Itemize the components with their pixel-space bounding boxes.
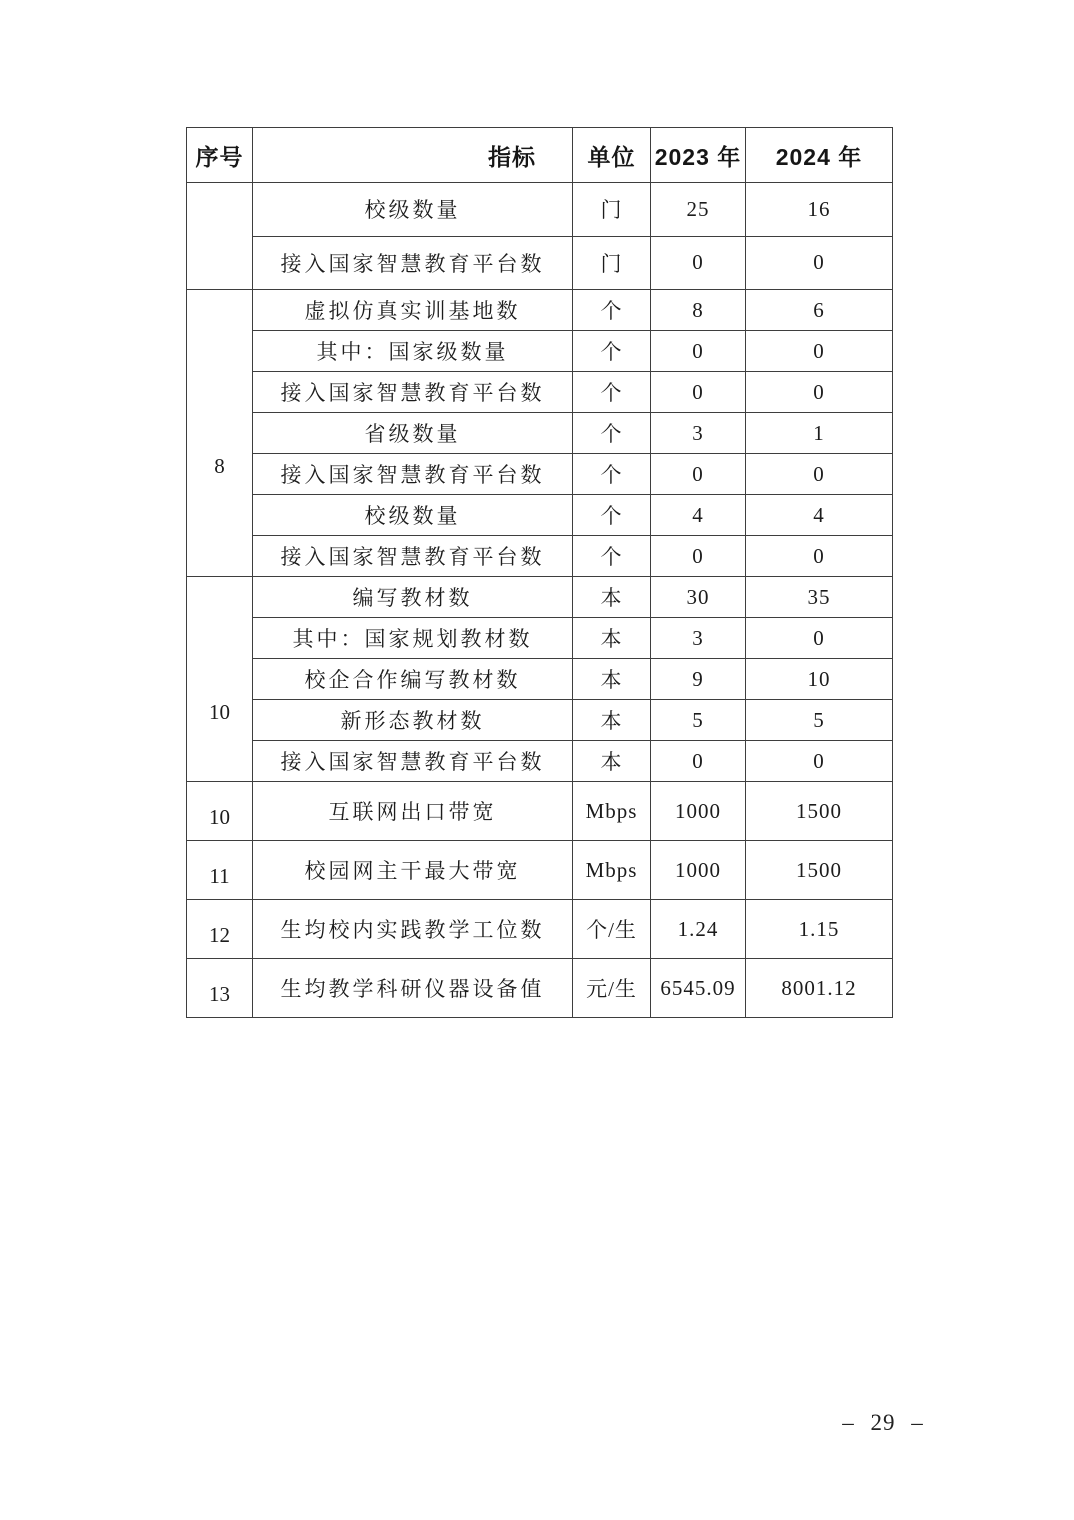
value-2023-cell: 25: [651, 183, 746, 237]
table-row: [187, 900, 893, 959]
table-row: [187, 841, 893, 900]
unit-cell: 门: [573, 236, 651, 290]
value-2024-cell: 1: [746, 413, 893, 454]
unit-cell: 本: [573, 659, 651, 700]
value-2023-cell: 3: [651, 413, 746, 454]
unit-cell: 个: [573, 413, 651, 454]
value-2023-cell: 9: [651, 659, 746, 700]
serial-number-cell: 11: [187, 841, 253, 900]
value-2023-cell: 6545.09: [651, 959, 746, 1018]
value-2024-cell: 5: [746, 700, 893, 741]
unit-cell: 门: [573, 183, 651, 237]
indicator-cell: 其中：国家级数量: [253, 331, 573, 372]
value-2023-cell: 0: [651, 741, 746, 782]
table-header-row: [187, 128, 893, 183]
value-2023-cell: 1.24: [651, 900, 746, 959]
indicator-cell: 校级数量: [253, 495, 573, 536]
value-2023-cell: 0: [651, 331, 746, 372]
table-row: [187, 618, 893, 659]
indicator-table: [186, 127, 893, 1018]
indicator-cell: 接入国家智慧教育平台数: [253, 741, 573, 782]
value-2024-cell: 0: [746, 331, 893, 372]
indicator-cell: 其中：国家规划教材数: [253, 618, 573, 659]
serial-number-cell: [187, 183, 253, 290]
value-2023-cell: 0: [651, 372, 746, 413]
unit-cell: Mbps: [573, 782, 651, 841]
value-2024-cell: 6: [746, 290, 893, 331]
table-row: [187, 236, 893, 290]
value-2024-cell: 10: [746, 659, 893, 700]
value-2024-cell: 1500: [746, 841, 893, 900]
page-number: – 29 –: [842, 1410, 924, 1435]
serial-number-cell: 10: [187, 782, 253, 841]
indicator-cell: 生均校内实践教学工位数: [253, 900, 573, 959]
value-2023-cell: 3: [651, 618, 746, 659]
value-2024-cell: 0: [746, 372, 893, 413]
header-indicator: 指标: [253, 128, 573, 183]
unit-cell: 个: [573, 536, 651, 577]
indicator-cell: 校园网主干最大带宽: [253, 841, 573, 900]
unit-cell: 个: [573, 495, 651, 536]
indicator-cell: 省级数量: [253, 413, 573, 454]
header-year-2024: 2024 年: [746, 128, 893, 183]
table-row: [187, 372, 893, 413]
indicator-cell: 生均教学科研仪器设备值: [253, 959, 573, 1018]
table-row: [187, 536, 893, 577]
table-row: [187, 183, 893, 237]
value-2023-cell: 1000: [651, 782, 746, 841]
value-2024-cell: 1.15: [746, 900, 893, 959]
indicator-table-body: [187, 183, 893, 1018]
value-2024-cell: 4: [746, 495, 893, 536]
table-row: [187, 659, 893, 700]
indicator-cell: 编写教材数: [253, 577, 573, 618]
indicator-cell: 虚拟仿真实训基地数: [253, 290, 573, 331]
indicator-cell: 接入国家智慧教育平台数: [253, 236, 573, 290]
table-row: [187, 331, 893, 372]
unit-cell: Mbps: [573, 841, 651, 900]
serial-number-cell: 13: [187, 959, 253, 1018]
unit-cell: 个: [573, 372, 651, 413]
value-2024-cell: 0: [746, 236, 893, 290]
indicator-cell: 校企合作编写教材数: [253, 659, 573, 700]
indicator-cell: 接入国家智慧教育平台数: [253, 536, 573, 577]
value-2023-cell: 1000: [651, 841, 746, 900]
indicator-cell: 接入国家智慧教育平台数: [253, 454, 573, 495]
value-2023-cell: 30: [651, 577, 746, 618]
value-2023-cell: 8: [651, 290, 746, 331]
table-row: [187, 495, 893, 536]
table-row: [187, 454, 893, 495]
unit-cell: 本: [573, 741, 651, 782]
header-unit: 单位: [573, 128, 651, 183]
serial-number-cell: 8: [187, 290, 253, 577]
header-serial-number: 序号: [187, 128, 253, 183]
value-2023-cell: 5: [651, 700, 746, 741]
unit-cell: 个/生: [573, 900, 651, 959]
table-row: [187, 700, 893, 741]
indicator-cell: 校级数量: [253, 183, 573, 237]
header-year-2023: 2023 年: [651, 128, 746, 183]
serial-number-cell: 10: [187, 577, 253, 782]
table-row: [187, 782, 893, 841]
unit-cell: 本: [573, 618, 651, 659]
value-2023-cell: 0: [651, 236, 746, 290]
unit-cell: 本: [573, 700, 651, 741]
indicator-cell: 接入国家智慧教育平台数: [253, 372, 573, 413]
unit-cell: 个: [573, 454, 651, 495]
table-row: [187, 577, 893, 618]
value-2024-cell: 35: [746, 577, 893, 618]
unit-cell: 本: [573, 577, 651, 618]
indicator-cell: 新形态教材数: [253, 700, 573, 741]
table-row: [187, 413, 893, 454]
value-2024-cell: 1500: [746, 782, 893, 841]
value-2023-cell: 4: [651, 495, 746, 536]
table-row: [187, 741, 893, 782]
value-2024-cell: 0: [746, 536, 893, 577]
value-2023-cell: 0: [651, 454, 746, 495]
indicator-cell: 互联网出口带宽: [253, 782, 573, 841]
value-2024-cell: 0: [746, 618, 893, 659]
value-2024-cell: 0: [746, 741, 893, 782]
table-row: [187, 959, 893, 1018]
unit-cell: 元/生: [573, 959, 651, 1018]
table-row: [187, 290, 893, 331]
value-2023-cell: 0: [651, 536, 746, 577]
value-2024-cell: 8001.12: [746, 959, 893, 1018]
unit-cell: 个: [573, 290, 651, 331]
serial-number-cell: 12: [187, 900, 253, 959]
value-2024-cell: 0: [746, 454, 893, 495]
value-2024-cell: 16: [746, 183, 893, 237]
unit-cell: 个: [573, 331, 651, 372]
